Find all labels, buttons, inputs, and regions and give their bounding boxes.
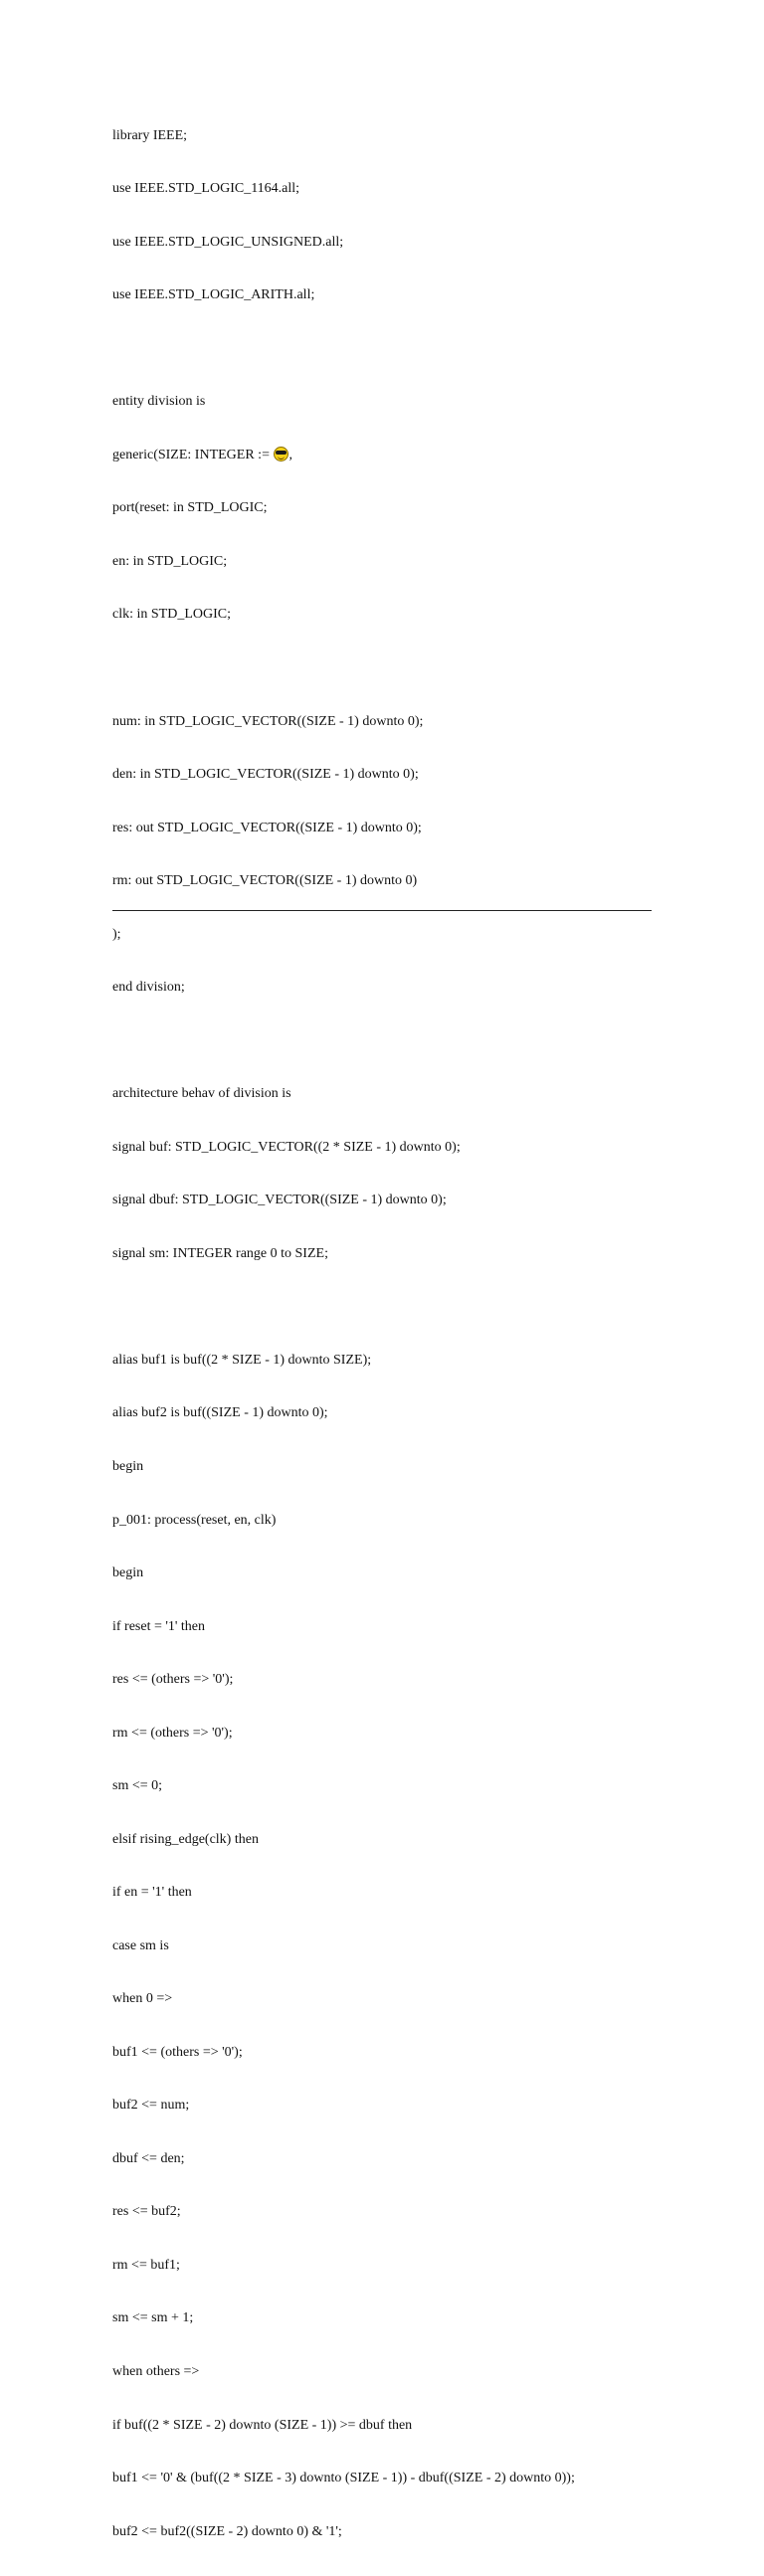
code-line: buf1 <= '0' & (buf((2 * SIZE - 3) downto (SIZE - 1)) - dbuf((SIZE - 2) downto 0)); — [112, 2471, 575, 2486]
code-line: begin — [112, 1458, 144, 1474]
code-line: end division; — [112, 980, 185, 996]
code-line: library IEEE; — [112, 127, 188, 143]
page-bottom-rule — [112, 910, 652, 911]
code-line: when others => — [112, 2364, 200, 2379]
code-line: buf2 <= buf2((SIZE - 2) downto 0) & '1'; — [112, 2523, 342, 2539]
code-line — [112, 1032, 669, 1050]
code-line: dbuf <= den; — [112, 2150, 185, 2166]
code-line: den: in STD_LOGIC_VECTOR((SIZE - 1) downto 0); — [112, 767, 419, 783]
code-line: when 0 => — [112, 1991, 173, 2007]
code-line: signal dbuf: STD_LOGIC_VECTOR((SIZE - 1) downto 0); — [112, 1193, 447, 1208]
code-line: architecture behav of division is — [112, 1086, 291, 1102]
code-line: p_001: process(reset, en, clk) — [112, 1512, 277, 1528]
code-line: case sm is — [112, 1937, 169, 1953]
code-line: res <= (others => '0'); — [112, 1672, 234, 1688]
code-line: ); — [112, 926, 121, 942]
code-line: num: in STD_LOGIC_VECTOR((SIZE - 1) downto 0); — [112, 713, 424, 729]
code-line: rm <= buf1; — [112, 2257, 180, 2273]
code-line: alias buf2 is buf((SIZE - 1) downto 0); — [112, 1405, 328, 1421]
code-line: begin — [112, 1565, 144, 1581]
code-line: res: out STD_LOGIC_VECTOR((SIZE - 1) downto 0); — [112, 820, 422, 835]
code-line: sm <= sm + 1; — [112, 2310, 194, 2326]
code-line: elsif rising_edge(clk) then — [112, 1831, 259, 1847]
code-line: if en = '1' then — [112, 1885, 192, 1901]
code-line: use IEEE.STD_LOGIC_UNSIGNED.all; — [112, 234, 344, 250]
code-line: sm <= 0; — [112, 1778, 163, 1794]
code-line: rm: out STD_LOGIC_VECTOR((SIZE - 1) downto 0) — [112, 873, 418, 889]
code-line-generic — [112, 447, 669, 464]
generic-text: generic(SIZE: INTEGER := — [112, 447, 270, 462]
code-listing — [112, 92, 669, 2576]
code-line: buf2 <= num; — [112, 2098, 190, 2114]
code-line: rm <= (others => '0'); — [112, 1725, 233, 1741]
code-line: entity division is — [112, 394, 206, 410]
code-line: if reset = '1' then — [112, 1618, 206, 1634]
code-line: port(reset: in STD_LOGIC; — [112, 500, 268, 516]
code-line: signal buf: STD_LOGIC_VECTOR((2 * SIZE - 1) downto 0); — [112, 1139, 461, 1155]
code-line: res <= buf2; — [112, 2204, 181, 2220]
sunglasses-emoji-icon — [274, 447, 288, 461]
code-line: use IEEE.STD_LOGIC_1164.all; — [112, 181, 300, 197]
code-line: signal sm: INTEGER range 0 to SIZE; — [112, 1245, 328, 1261]
code-line — [112, 340, 669, 358]
code-line: if buf((2 * SIZE - 2) downto (SIZE - 1)) >= dbuf then — [112, 2417, 413, 2433]
generic-suffix: , — [288, 447, 292, 462]
code-line — [112, 659, 669, 677]
code-line: alias buf1 is buf((2 * SIZE - 1) downto SIZE); — [112, 1352, 372, 1368]
code-line — [112, 1298, 669, 1316]
code-line: buf1 <= (others => '0'); — [112, 2044, 243, 2060]
code-line: en: in STD_LOGIC; — [112, 553, 228, 569]
code-line: use IEEE.STD_LOGIC_ARITH.all; — [112, 287, 315, 303]
code-line: clk: in STD_LOGIC; — [112, 607, 231, 623]
